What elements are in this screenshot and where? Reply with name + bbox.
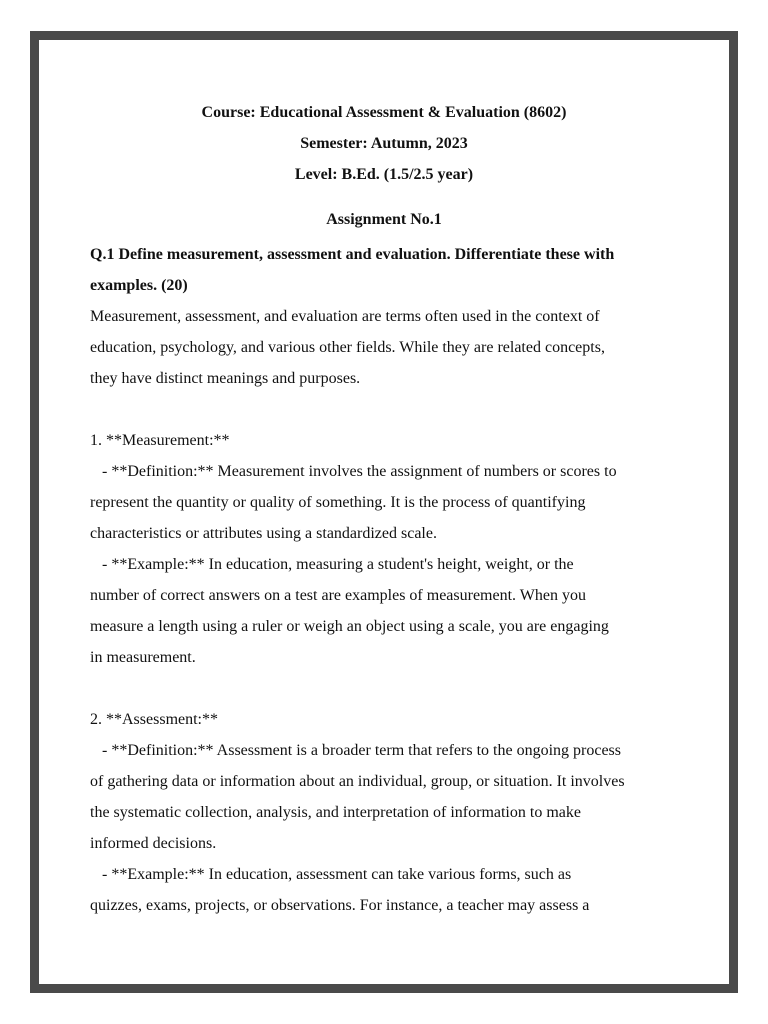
- question-line: examples. (20): [90, 277, 188, 294]
- text-line: characteristics or attributes using a standardized scale.: [90, 525, 437, 542]
- question-heading: [90, 239, 690, 301]
- text-line: - **Definition:** Measurement involves the assignment of numbers or scores to: [90, 463, 617, 480]
- document-page: [39, 40, 729, 984]
- text-line: - **Example:** In education, assessment can take various forms, such as: [90, 866, 572, 883]
- assessment-section: [90, 704, 690, 921]
- text-line: education, psychology, and various other fields. While they are related concepts,: [90, 339, 605, 356]
- blank-line: [90, 673, 690, 704]
- semester-title: Semester: Autumn, 2023: [300, 135, 468, 152]
- text-line: number of correct answers on a test are examples of measurement. When you: [90, 587, 586, 604]
- question-line: Q.1 Define measurement, assessment and evaluation. Differentiate these with: [90, 246, 615, 263]
- text-line: in measurement.: [90, 649, 196, 666]
- course-title: Course: Educational Assessment & Evaluation (8602): [201, 104, 567, 121]
- text-line: quizzes, exams, projects, or observations. For instance, a teacher may assess a: [90, 897, 590, 914]
- text-line: informed decisions.: [90, 835, 217, 852]
- assignment-title: Assignment No.1: [326, 211, 442, 228]
- document-body: [90, 239, 690, 921]
- text-line: the systematic collection, analysis, and interpretation of information to make: [90, 804, 581, 821]
- measurement-section: [90, 425, 690, 673]
- level-title: Level: B.Ed. (1.5/2.5 year): [294, 166, 474, 183]
- intro-paragraph: [90, 301, 690, 394]
- text-line: they have distinct meanings and purposes.: [90, 370, 361, 387]
- text-line: Measurement, assessment, and evaluation are terms often used in the context of: [90, 308, 600, 325]
- text-line: measure a length using a ruler or weigh an object using a scale, you are engaging: [90, 618, 609, 635]
- text-line: of gathering data or information about an individual, group, or situation. It involves: [90, 773, 625, 790]
- section-heading: 1. **Measurement:**: [90, 432, 230, 449]
- text-line: - **Definition:** Assessment is a broader term that refers to the ongoing process: [90, 742, 621, 759]
- document-frame: [30, 31, 738, 993]
- text-line: - **Example:** In education, measuring a student's height, weight, or the: [90, 556, 574, 573]
- blank-line: [90, 394, 690, 425]
- section-heading: 2. **Assessment:**: [90, 711, 218, 728]
- text-line: represent the quantity or quality of something. It is the process of quantifying: [90, 494, 586, 511]
